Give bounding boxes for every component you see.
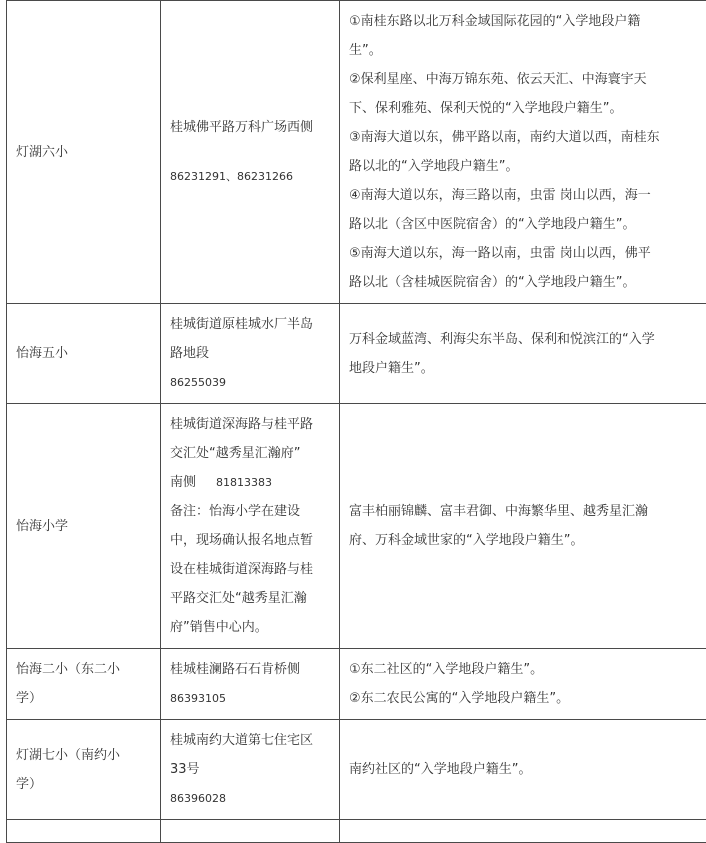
- zone-line: ①东二社区的“入学地段户籍生”。: [349, 655, 701, 684]
- school-name: 灯湖六小: [16, 138, 151, 167]
- phone-number: 81813383: [216, 476, 272, 489]
- zone-line: 地段户籍生”。: [349, 354, 701, 383]
- zone-cell: [340, 404, 706, 649]
- note-line: 中，现场确认报名地点暂: [170, 526, 330, 555]
- zone-cell: [340, 304, 706, 404]
- address-side: 南侧: [170, 475, 196, 490]
- school-name-cell: [7, 720, 161, 820]
- address-line: [170, 468, 330, 497]
- zone-line: ⑤南海大道以东，海一路以南，虫雷 岗山以西，佛平: [349, 239, 701, 268]
- zone-cell: [340, 1, 706, 304]
- school-name-cell: [7, 1, 161, 304]
- table-row: [7, 1, 706, 304]
- school-name-cell: [7, 304, 161, 404]
- table-row-partial: [7, 820, 706, 843]
- note-line: 府”销售中心内。: [170, 613, 330, 642]
- phone-number: 86396028: [170, 784, 330, 813]
- zone-line: 南约社区的“入学地段户籍生”。: [349, 755, 701, 784]
- zone-line: ③南海大道以东，佛平路以南，南约大道以西，南桂东: [349, 123, 701, 152]
- zone-line: ④南海大道以东，海三路以南，虫雷 岗山以西，海一: [349, 181, 701, 210]
- address-cell: [161, 404, 340, 649]
- zone-line: ①南桂东路以北万科金域国际花园的“入学地段户籍: [349, 7, 701, 36]
- zone-line: 府、万科金域世家的“入学地段户籍生”。: [349, 526, 701, 555]
- address-line: 桂城佛平路万科广场西侧: [170, 113, 330, 142]
- zone-line: 生”。: [349, 36, 701, 65]
- zone-line: ②保利星座、中海万锦东苑、依云天汇、中海寰宇天: [349, 65, 701, 94]
- zone-cell: [340, 720, 706, 820]
- table-row: [7, 404, 706, 649]
- zone-line: ②东二农民公寓的“入学地段户籍生”。: [349, 684, 701, 713]
- empty-cell: [340, 820, 706, 843]
- note-line: 平路交汇处“越秀星汇瀚: [170, 584, 330, 613]
- zone-line: 路以北的“入学地段户籍生”。: [349, 152, 701, 181]
- table-row: [7, 649, 706, 720]
- phone-number: 86255039: [170, 368, 330, 397]
- address-line: 交汇处“越秀星汇瀚府”: [170, 439, 330, 468]
- zone-line: 路以北（含区中医院宿舍）的“入学地段户籍生”。: [349, 210, 701, 239]
- school-zone-table: [6, 0, 706, 843]
- school-name: 学）: [16, 684, 151, 713]
- note-line: 设在桂城街道深海路与桂: [170, 555, 330, 584]
- address-line: 路地段: [170, 339, 330, 368]
- phone-number: 86393105: [170, 684, 330, 713]
- zone-line: 下、保利雅苑、保利天悦的“入学地段户籍生”。: [349, 94, 701, 123]
- school-name-cell: [7, 404, 161, 649]
- address-cell: [161, 1, 340, 304]
- address-line: 桂城桂澜路石石肯桥侧: [170, 655, 330, 684]
- zone-line: 万科金域蓝湾、利海尖东半岛、保利和悦滨江的“入学: [349, 325, 701, 354]
- empty-cell: [161, 820, 340, 843]
- empty-cell: [7, 820, 161, 843]
- table-row: [7, 304, 706, 404]
- phone-number: 86231291、86231266: [170, 162, 330, 191]
- table-row: [7, 720, 706, 820]
- address-cell: [161, 720, 340, 820]
- school-name: 灯湖七小（南约小: [16, 741, 151, 770]
- address-line: 桂城街道原桂城水厂半岛: [170, 310, 330, 339]
- school-name: 怡海二小（东二小: [16, 655, 151, 684]
- school-name-cell: [7, 649, 161, 720]
- address-cell: [161, 649, 340, 720]
- address-cell: [161, 304, 340, 404]
- school-name: 怡海五小: [16, 339, 151, 368]
- address-line: 桂城街道深海路与桂平路: [170, 410, 330, 439]
- school-name: 怡海小学: [16, 512, 151, 541]
- address-line: 桂城南约大道第七住宅区: [170, 726, 330, 755]
- note-line: 备注：怡海小学在建设: [170, 497, 330, 526]
- zone-cell: [340, 649, 706, 720]
- zone-line: 路以北（含桂城医院宿舍）的“入学地段户籍生”。: [349, 268, 701, 297]
- school-name: 学）: [16, 770, 151, 799]
- address-line: 33号: [170, 755, 330, 784]
- zone-line: 富丰柏丽锦麟、富丰君御、中海繁华里、越秀星汇瀚: [349, 497, 701, 526]
